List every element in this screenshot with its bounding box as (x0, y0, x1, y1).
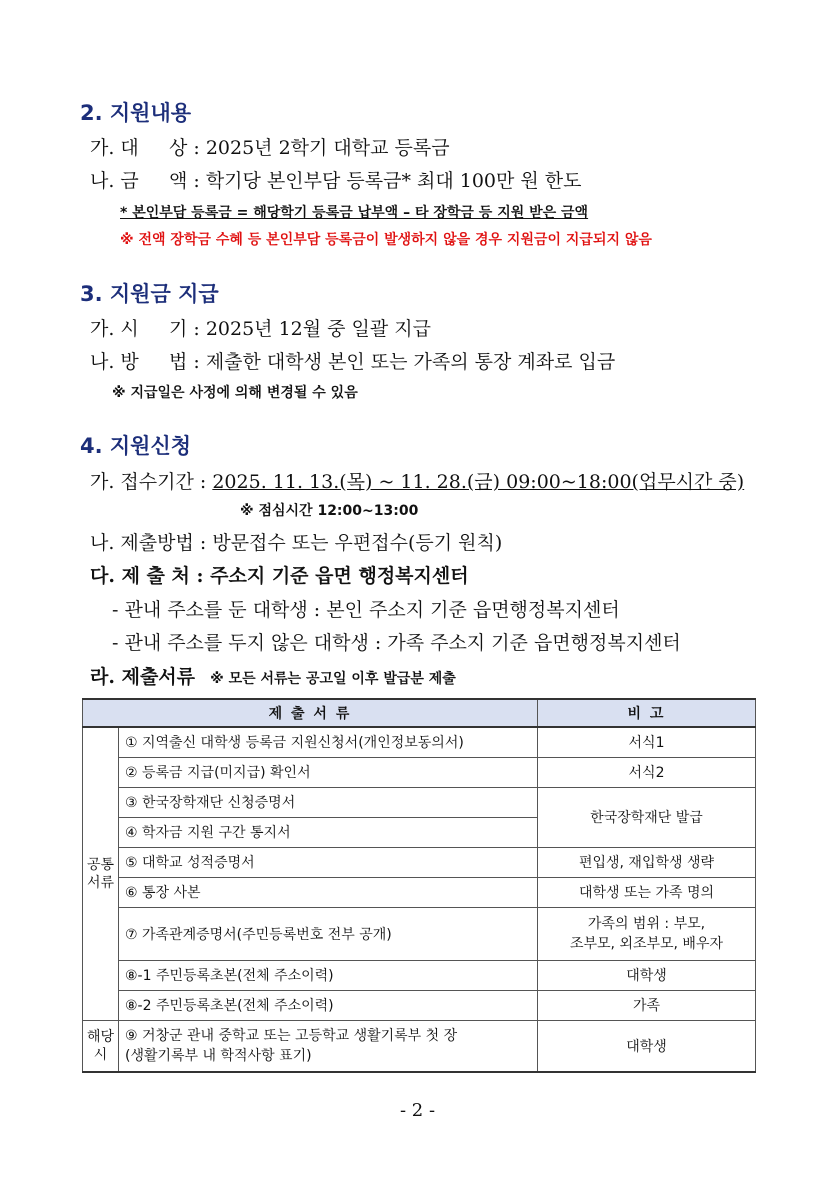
section-2-heading: 2. 지원내용 (80, 101, 192, 125)
table-row (83, 960, 756, 990)
header-remarks: 비 고 (538, 699, 756, 727)
s2-target-text: 2025년 2학기 대학교 등록금 (205, 137, 450, 159)
s2-amount-label: 나. 금 액 : (90, 170, 200, 192)
doc-name: ② 등록금 지급(미지급) 확인서 (119, 757, 538, 787)
doc-remark: 가족 (538, 990, 756, 1020)
s4-docs-label: 라. 제출서류 (90, 666, 195, 688)
doc-remark: 대학생 (538, 1020, 756, 1072)
s4-method-label: 나. 제출방법 : (90, 532, 207, 554)
s4-docs-row (90, 662, 456, 689)
s4-place-row (90, 561, 469, 588)
table-header-row (83, 699, 756, 727)
s2-target-label: 가. 대 상 : (90, 137, 200, 159)
table-row (83, 877, 756, 907)
s3-timing-row (90, 314, 431, 341)
doc-name: ⑧-1 주민등록초본(전체 주소이력) (119, 960, 538, 990)
table-row (83, 727, 756, 757)
doc-remark: 대학생 또는 가족 명의 (538, 877, 756, 907)
doc-remark: 가족의 범위 : 부모, 조부모, 외조부모, 배우자 (538, 907, 756, 960)
doc-name: ⑨ 거창군 관내 중학교 또는 고등학교 생활기록부 첫 장 (생활기록부 내 학적사항 표기) (119, 1020, 538, 1072)
s4-docs-note: ※ 모든 서류는 공고일 이후 발급분 제출 (210, 671, 456, 687)
doc-remark: 대학생 (538, 960, 756, 990)
s2-note-definition: * 본인부담 등록금 = 해당학기 등록금 납부액 – 타 장학금 등 지원 받은 금액 (120, 205, 589, 221)
table-row (83, 907, 756, 960)
doc-name: ① 지역출신 대학생 등록금 지원신청서(개인정보동의서) (119, 727, 538, 757)
doc-name: ④ 학자금 지원 구간 통지서 (119, 817, 538, 847)
s3-timing-label: 가. 시 기 : (90, 318, 200, 340)
s4-place-sub-nonresident: - 관내 주소를 두지 않은 대학생 : 가족 주소지 기준 읍면행정복지센터 (112, 632, 681, 654)
documents-table (82, 698, 756, 1073)
table-row (83, 1020, 756, 1072)
page-number: - 2 - (399, 1100, 436, 1121)
table-row (83, 787, 756, 817)
s3-timing-text: 2025년 12월 중 일괄 지급 (205, 318, 431, 340)
table-row (83, 847, 756, 877)
section-4-heading: 4. 지원신청 (80, 434, 192, 458)
s4-period-text: 2025. 11. 13.(목) ~ 11. 28.(금) 09:00~18:00(업무시간 중) (212, 471, 745, 493)
s3-note: ※ 지급일은 사정에 의해 변경될 수 있음 (112, 385, 358, 401)
s4-method-row (90, 528, 502, 555)
s3-method-row (90, 347, 615, 374)
s2-target-row (90, 133, 450, 160)
s4-place-label: 다. 제 출 처 : (90, 565, 204, 587)
doc-remark: 편입생, 재입학생 생략 (538, 847, 756, 877)
doc-remark: 한국장학재단 발급 (538, 787, 756, 847)
s4-place-text: 주소지 기준 읍면 행정복지센터 (210, 565, 469, 587)
s2-amount-row (90, 166, 582, 193)
group-applicable: 해당 시 (83, 1020, 119, 1072)
header-documents: 제 출 서 류 (83, 699, 538, 727)
s4-period-row (90, 467, 744, 494)
doc-remark: 서식2 (538, 757, 756, 787)
s4-period-label: 가. 접수기간 : (90, 471, 207, 493)
s3-method-text: 제출한 대학생 본인 또는 가족의 통장 계좌로 입금 (205, 351, 616, 373)
table-row (83, 757, 756, 787)
doc-name: ⑦ 가족관계증명서(주민등록번호 전부 공개) (119, 907, 538, 960)
table-row (83, 990, 756, 1020)
s2-amount-text: 학기당 본인부담 등록금* 최대 100만 원 한도 (205, 170, 582, 192)
s4-method-text: 방문접수 또는 우편접수(등기 원칙) (212, 532, 503, 554)
s4-lunch-note: ※ 점심시간 12:00~13:00 (240, 503, 419, 519)
doc-name: ③ 한국장학재단 신청증명서 (119, 787, 538, 817)
section-3-heading: 3. 지원금 지급 (80, 282, 219, 306)
s3-method-label: 나. 방 법 : (90, 351, 200, 373)
doc-remark: 서식1 (538, 727, 756, 757)
group-common: 공통 서류 (83, 727, 119, 1020)
doc-name: ⑧-2 주민등록초본(전체 주소이력) (119, 990, 538, 1020)
doc-name: ⑤ 대학교 성적증명서 (119, 847, 538, 877)
doc-name: ⑥ 통장 사본 (119, 877, 538, 907)
s4-place-sub-resident: - 관내 주소를 둔 대학생 : 본인 주소지 기준 읍면행정복지센터 (112, 599, 620, 621)
s2-note-warning: ※ 전액 장학금 수혜 등 본인부담 등록금이 발생하지 않을 경우 지원금이 지급되지 않음 (120, 232, 652, 248)
